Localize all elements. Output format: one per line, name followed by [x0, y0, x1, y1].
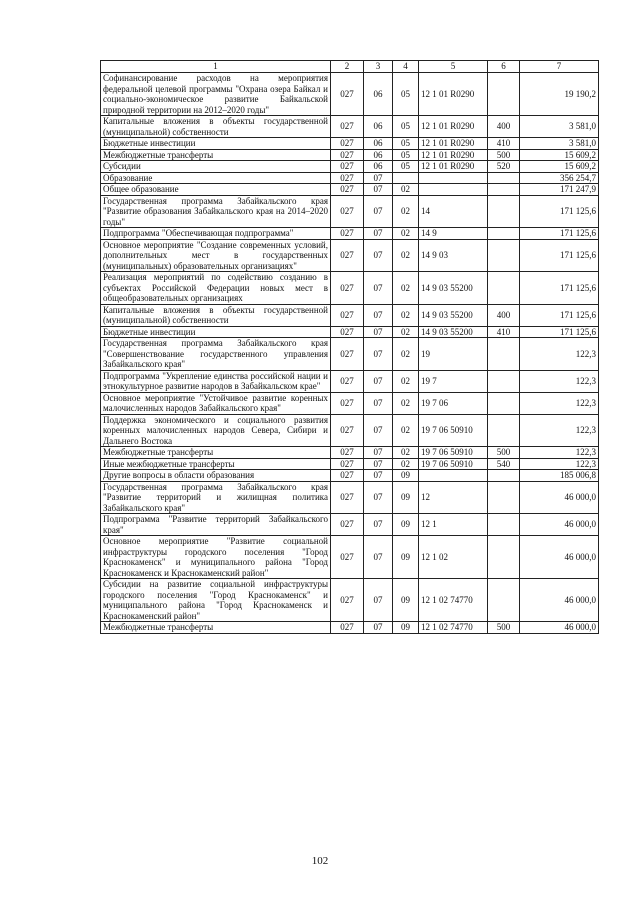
subsection-cell: 05 [393, 149, 419, 161]
admin-code-cell: 027 [331, 184, 364, 196]
subsection-cell: 02 [393, 272, 419, 305]
target-article-cell: 12 1 01 R0290 [419, 116, 488, 138]
subsection-cell: 09 [393, 481, 419, 514]
expense-type-cell: 520 [488, 161, 520, 173]
admin-code-cell: 027 [331, 447, 364, 459]
expense-type-cell: 500 [488, 447, 520, 459]
row-name-cell: Государственная программа Забайкальского края "Совершенствование государственного управления Забайкальского края" [101, 338, 331, 371]
table-row [101, 161, 599, 173]
admin-code-cell: 027 [331, 149, 364, 161]
section-cell: 07 [364, 536, 393, 579]
target-article-cell: 14 9 03 55200 [419, 326, 488, 338]
table-row [101, 195, 599, 228]
subsection-cell: 02 [393, 195, 419, 228]
admin-code-cell: 027 [331, 195, 364, 228]
section-cell: 07 [364, 514, 393, 536]
amount-cell: 15 609,2 [520, 161, 599, 173]
expense-type-cell [488, 272, 520, 305]
row-name-cell: Субсидии на развитие социальной инфраструктуры городского поселения "Город Краснокаменск" и муниципального района "Город Краснокаменск и Краснокаменский район" [101, 579, 331, 622]
subsection-cell: 05 [393, 73, 419, 116]
section-cell: 06 [364, 138, 393, 150]
expense-type-cell: 400 [488, 116, 520, 138]
table-row [101, 304, 599, 326]
expense-type-cell [488, 579, 520, 622]
section-cell: 07 [364, 172, 393, 184]
target-article-cell: 14 [419, 195, 488, 228]
expense-type-cell: 410 [488, 326, 520, 338]
section-cell: 07 [364, 338, 393, 371]
row-name-cell: Подпрограмма "Укрепление единства российской нации и этнокультурное развитие народов в Забайкальском крае" [101, 370, 331, 392]
expense-type-cell [488, 239, 520, 272]
amount-cell: 122,3 [520, 458, 599, 470]
subsection-cell: 02 [393, 338, 419, 371]
section-cell: 07 [364, 447, 393, 459]
expense-type-cell: 500 [488, 622, 520, 634]
section-cell: 07 [364, 304, 393, 326]
expense-type-cell [488, 195, 520, 228]
table-body [101, 73, 599, 634]
amount-cell: 15 609,2 [520, 149, 599, 161]
admin-code-cell: 027 [331, 370, 364, 392]
target-article-cell: 12 1 02 74770 [419, 579, 488, 622]
amount-cell: 122,3 [520, 338, 599, 371]
admin-code-cell: 027 [331, 272, 364, 305]
expense-type-cell [488, 73, 520, 116]
target-article-cell [419, 184, 488, 196]
row-name-cell: Подпрограмма "Развитие территорий Забайкальского края" [101, 514, 331, 536]
expense-type-cell [488, 172, 520, 184]
amount-cell: 122,3 [520, 414, 599, 447]
subsection-cell: 09 [393, 536, 419, 579]
table-row [101, 514, 599, 536]
subsection-cell: 05 [393, 138, 419, 150]
section-cell: 07 [364, 272, 393, 305]
table-row [101, 392, 599, 414]
expense-type-cell [488, 338, 520, 371]
section-cell: 07 [364, 481, 393, 514]
page-number: 102 [311, 855, 329, 867]
subsection-cell: 02 [393, 370, 419, 392]
admin-code-cell: 027 [331, 579, 364, 622]
column-header: 2 [331, 61, 364, 73]
expense-type-cell: 540 [488, 458, 520, 470]
table-row [101, 338, 599, 371]
expense-type-cell [488, 481, 520, 514]
row-name-cell: Межбюджетные трансферты [101, 149, 331, 161]
target-article-cell: 12 1 02 [419, 536, 488, 579]
target-article-cell [419, 470, 488, 482]
table-row [101, 184, 599, 196]
column-header: 3 [364, 61, 393, 73]
table-row [101, 149, 599, 161]
subsection-cell: 05 [393, 116, 419, 138]
amount-cell: 171 247,9 [520, 184, 599, 196]
row-name-cell: Межбюджетные трансферты [101, 447, 331, 459]
target-article-cell: 14 9 03 55200 [419, 272, 488, 305]
admin-code-cell: 027 [331, 470, 364, 482]
target-article-cell: 12 1 [419, 514, 488, 536]
table-row [101, 536, 599, 579]
target-article-cell: 12 1 01 R0290 [419, 161, 488, 173]
table-row [101, 138, 599, 150]
admin-code-cell: 027 [331, 414, 364, 447]
section-cell: 07 [364, 458, 393, 470]
subsection-cell: 02 [393, 239, 419, 272]
section-cell: 07 [364, 195, 393, 228]
column-header: 6 [488, 61, 520, 73]
target-article-cell: 12 1 01 R0290 [419, 138, 488, 150]
section-cell: 07 [364, 326, 393, 338]
amount-cell: 122,3 [520, 370, 599, 392]
admin-code-cell: 027 [331, 138, 364, 150]
table-row [101, 73, 599, 116]
admin-code-cell: 027 [331, 73, 364, 116]
target-article-cell: 19 7 [419, 370, 488, 392]
row-name-cell: Основное мероприятие "Развитие социальной инфраструктуры городского поселения "Город Краснокаменск" и муниципального района "Город Краснокаменск и Краснокаменский район" [101, 536, 331, 579]
row-name-cell: Межбюджетные трансферты [101, 622, 331, 634]
section-cell: 06 [364, 161, 393, 173]
row-name-cell: Государственная программа Забайкальского края "Развитие образования Забайкальского края на 2014–2020 годы" [101, 195, 331, 228]
target-article-cell: 14 9 03 55200 [419, 304, 488, 326]
subsection-cell: 02 [393, 326, 419, 338]
subsection-cell: 02 [393, 304, 419, 326]
admin-code-cell: 027 [331, 116, 364, 138]
expense-type-cell [488, 414, 520, 447]
table-header-row [101, 61, 599, 73]
admin-code-cell: 027 [331, 172, 364, 184]
expense-type-cell [488, 228, 520, 240]
expense-type-cell [488, 470, 520, 482]
subsection-cell: 09 [393, 514, 419, 536]
expense-type-cell [488, 514, 520, 536]
amount-cell: 19 190,2 [520, 73, 599, 116]
table-row [101, 370, 599, 392]
subsection-cell: 02 [393, 414, 419, 447]
table-row [101, 481, 599, 514]
subsection-cell: 09 [393, 622, 419, 634]
table-row [101, 622, 599, 634]
admin-code-cell: 027 [331, 228, 364, 240]
table-row [101, 239, 599, 272]
amount-cell: 122,3 [520, 447, 599, 459]
section-cell: 06 [364, 73, 393, 116]
section-cell: 07 [364, 470, 393, 482]
section-cell: 07 [364, 622, 393, 634]
column-header: 7 [520, 61, 599, 73]
section-cell: 07 [364, 184, 393, 196]
admin-code-cell: 027 [331, 458, 364, 470]
amount-cell: 171 125,6 [520, 195, 599, 228]
target-article-cell: 14 9 [419, 228, 488, 240]
admin-code-cell: 027 [331, 514, 364, 536]
section-cell: 07 [364, 228, 393, 240]
row-name-cell: Другие вопросы в области образования [101, 470, 331, 482]
admin-code-cell: 027 [331, 481, 364, 514]
table-row [101, 116, 599, 138]
amount-cell: 46 000,0 [520, 536, 599, 579]
target-article-cell: 19 7 06 50910 [419, 414, 488, 447]
row-name-cell: Реализация мероприятий по содействию созданию в субъектах Российской Федерации новых мест в общеобразовательных организациях [101, 272, 331, 305]
section-cell: 06 [364, 149, 393, 161]
admin-code-cell: 027 [331, 536, 364, 579]
target-article-cell: 19 7 06 50910 [419, 447, 488, 459]
subsection-cell: 02 [393, 228, 419, 240]
expense-type-cell: 500 [488, 149, 520, 161]
column-header: 5 [419, 61, 488, 73]
expense-type-cell: 400 [488, 304, 520, 326]
section-cell: 07 [364, 239, 393, 272]
subsection-cell: 05 [393, 161, 419, 173]
amount-cell: 46 000,0 [520, 622, 599, 634]
amount-cell: 3 581,0 [520, 138, 599, 150]
target-article-cell: 19 [419, 338, 488, 371]
amount-cell: 3 581,0 [520, 116, 599, 138]
row-name-cell: Основное мероприятие "Устойчивое развитие коренных малочисленных народов Забайкальского края" [101, 392, 331, 414]
section-cell: 06 [364, 116, 393, 138]
row-name-cell: Образование [101, 172, 331, 184]
section-cell: 07 [364, 579, 393, 622]
subsection-cell: 02 [393, 184, 419, 196]
row-name-cell: Бюджетные инвестиции [101, 138, 331, 150]
subsection-cell: 02 [393, 447, 419, 459]
row-name-cell: Поддержка экономического и социального развития коренных малочисленных народов Севера, Сибири и Дальнего Востока [101, 414, 331, 447]
admin-code-cell: 027 [331, 338, 364, 371]
target-article-cell: 19 7 06 50910 [419, 458, 488, 470]
table-row [101, 228, 599, 240]
target-article-cell: 19 7 06 [419, 392, 488, 414]
row-name-cell: Подпрограмма "Обеспечивающая подпрограмма" [101, 228, 331, 240]
amount-cell: 171 125,6 [520, 239, 599, 272]
amount-cell: 171 125,6 [520, 304, 599, 326]
row-name-cell: Основное мероприятие "Создание современных условий, дополнительных мест в государственных (муниципальных) образовательных организациях" [101, 239, 331, 272]
row-name-cell: Общее образование [101, 184, 331, 196]
subsection-cell: 09 [393, 579, 419, 622]
column-header: 4 [393, 61, 419, 73]
expense-type-cell [488, 370, 520, 392]
subsection-cell: 02 [393, 392, 419, 414]
row-name-cell: Бюджетные инвестиции [101, 326, 331, 338]
admin-code-cell: 027 [331, 326, 364, 338]
subsection-cell [393, 172, 419, 184]
section-cell: 07 [364, 392, 393, 414]
expense-type-cell [488, 184, 520, 196]
section-cell: 07 [364, 414, 393, 447]
admin-code-cell: 027 [331, 622, 364, 634]
target-article-cell [419, 172, 488, 184]
row-name-cell: Субсидии [101, 161, 331, 173]
table-row [101, 470, 599, 482]
table-row [101, 579, 599, 622]
target-article-cell: 12 [419, 481, 488, 514]
amount-cell: 171 125,6 [520, 228, 599, 240]
table-row [101, 414, 599, 447]
table-row [101, 458, 599, 470]
amount-cell: 171 125,6 [520, 326, 599, 338]
table-row [101, 326, 599, 338]
admin-code-cell: 027 [331, 392, 364, 414]
amount-cell: 185 006,8 [520, 470, 599, 482]
amount-cell: 46 000,0 [520, 514, 599, 536]
budget-table [100, 60, 599, 634]
admin-code-cell: 027 [331, 239, 364, 272]
admin-code-cell: 027 [331, 304, 364, 326]
table-row [101, 172, 599, 184]
amount-cell: 46 000,0 [520, 579, 599, 622]
subsection-cell: 02 [393, 458, 419, 470]
amount-cell: 46 000,0 [520, 481, 599, 514]
admin-code-cell: 027 [331, 161, 364, 173]
column-header: 1 [101, 61, 331, 73]
row-name-cell: Капитальные вложения в объекты государственной (муниципальной) собственности [101, 304, 331, 326]
amount-cell: 122,3 [520, 392, 599, 414]
table-row [101, 272, 599, 305]
target-article-cell: 14 9 03 [419, 239, 488, 272]
row-name-cell: Иные межбюджетные трансферты [101, 458, 331, 470]
target-article-cell: 12 1 01 R0290 [419, 149, 488, 161]
row-name-cell: Софинансирование расходов на мероприятия федеральной целевой программы "Охрана озера Байкал и социально-экономическое развитие Байкальской природной территории на 2012–2020 годы" [101, 73, 331, 116]
expense-type-cell [488, 392, 520, 414]
target-article-cell: 12 1 01 R0290 [419, 73, 488, 116]
row-name-cell: Государственная программа Забайкальского края "Развитие территорий и жилищная политика Забайкальского края" [101, 481, 331, 514]
table-row [101, 447, 599, 459]
row-name-cell: Капитальные вложения в объекты государственной (муниципальной) собственности [101, 116, 331, 138]
amount-cell: 356 254,7 [520, 172, 599, 184]
expense-type-cell [488, 536, 520, 579]
subsection-cell: 09 [393, 470, 419, 482]
target-article-cell: 12 1 02 74770 [419, 622, 488, 634]
amount-cell: 171 125,6 [520, 272, 599, 305]
expense-type-cell: 410 [488, 138, 520, 150]
section-cell: 07 [364, 370, 393, 392]
